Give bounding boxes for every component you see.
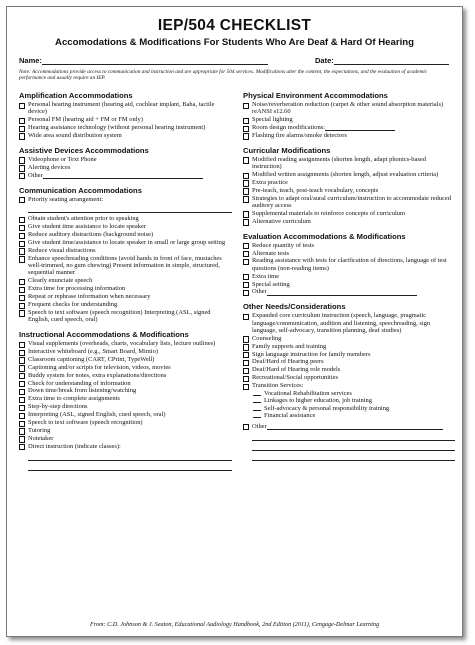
checklist-item[interactable]: Flashing fire alarms/smoke detectors <box>243 132 455 139</box>
checklist-item[interactable]: Alerting devices <box>19 164 232 171</box>
checklist-item[interactable]: Room design modifications: <box>243 124 455 131</box>
checklist-item[interactable]: Other <box>243 423 455 430</box>
checkbox[interactable] <box>19 225 25 231</box>
checkbox[interactable] <box>243 274 249 280</box>
checkbox[interactable] <box>19 248 25 254</box>
date-field[interactable] <box>315 56 449 65</box>
section-title-communication: Communication Accommodations <box>19 185 142 195</box>
checkbox[interactable] <box>19 103 25 109</box>
checkbox[interactable] <box>19 444 25 450</box>
checkbox[interactable] <box>19 342 25 348</box>
evaluation-list <box>243 242 455 296</box>
fill-line[interactable] <box>252 441 455 451</box>
checkbox[interactable] <box>19 436 25 442</box>
checkbox[interactable] <box>19 381 25 387</box>
checklist-item[interactable]: Wide area sound distribution system <box>19 132 232 139</box>
checkbox[interactable] <box>243 282 249 288</box>
checklist-item[interactable]: Reduce visual distractions <box>19 247 232 254</box>
checklist-item[interactable]: Captioning and/or scripts for television, videos, movies <box>19 364 232 371</box>
section-title-physical: Physical Environment Accommodations <box>243 91 388 100</box>
assistive-list <box>19 156 232 179</box>
checklist-item[interactable]: Interpreting (ASL, signed English, cued speech, oral) <box>19 411 232 418</box>
section-title-evaluation: Evaluation Accommodations & Modifications <box>243 231 406 241</box>
section-title-instructional: Instructional Accommodations & Modifications <box>19 330 189 340</box>
page-title: IEP/504 CHECKLIST <box>157 17 312 34</box>
checklist-item[interactable]: Deaf/Hard of Hearing peers <box>243 358 455 365</box>
checkbox[interactable] <box>243 376 249 382</box>
checklist-item[interactable]: Tutoring <box>19 427 232 434</box>
checkbox[interactable] <box>243 219 249 225</box>
checklist-item[interactable]: Frequent checks for understanding <box>19 301 232 308</box>
checkbox[interactable] <box>243 157 249 163</box>
checklist-item[interactable]: Modified written assignments (shorten length, adjust evaluation criteria) <box>243 171 455 178</box>
section-title-other: Other Needs/Considerations <box>243 302 346 312</box>
checklist-item[interactable]: Personal hearing instrument (hearing aid, cochlear implant, Baha, tactile device) <box>19 101 232 116</box>
checklist-item[interactable]: Direct instruction (indicate classes): <box>19 443 232 450</box>
checklist-item[interactable]: Visual supplements (overheads, charts, vocabulary lists, lecture outlines) <box>19 340 232 347</box>
name-label: Name: <box>19 56 42 65</box>
checklist-item[interactable]: Pre-teach, teach, post-teach vocabulary, concepts <box>243 187 455 194</box>
checklist-item[interactable]: Clearly enunciate speech <box>19 277 232 284</box>
fill-line[interactable] <box>28 203 232 213</box>
checklist-sheet <box>6 6 463 637</box>
transition-subitem[interactable]: Linkages to higher education, job training <box>243 397 455 404</box>
checklist-item[interactable]: Recreational/Social opportunities <box>243 374 455 381</box>
date-line[interactable] <box>334 56 449 65</box>
fill-line[interactable] <box>253 417 261 418</box>
checklist-item[interactable]: Repeat or rephrase information when necessary <box>19 293 232 300</box>
fill-line[interactable] <box>253 402 261 403</box>
checkbox[interactable] <box>243 180 249 186</box>
checkbox[interactable] <box>19 217 25 223</box>
checkbox[interactable] <box>19 118 25 124</box>
checklist-item[interactable]: Give student time/assistance to locate speaker in small or large group setting <box>19 239 232 246</box>
checklist-item[interactable]: Obtain student's attention prior to speaking <box>19 215 232 222</box>
date-label: Date: <box>315 56 334 65</box>
checklist-item[interactable]: Family supports and training <box>243 343 455 350</box>
fill-line[interactable] <box>43 172 203 179</box>
amplification-list <box>19 101 232 139</box>
checkbox[interactable] <box>243 352 249 358</box>
checklist-item[interactable]: Special lighting <box>243 116 455 123</box>
checkbox[interactable] <box>19 373 25 379</box>
checkbox[interactable] <box>19 157 25 163</box>
checkbox[interactable] <box>19 428 25 434</box>
name-field[interactable] <box>19 56 268 65</box>
checklist-item[interactable]: Personal FM (hearing aid + FM or FM only) <box>19 116 232 123</box>
checklist-item[interactable]: Other <box>19 172 232 179</box>
checkbox[interactable] <box>243 384 249 390</box>
checkbox[interactable] <box>19 413 25 419</box>
note-text: Note: Accommodations provide access to communication and instruction and are appropriate for 504 services. Modifications alter the content, the expectations, and the evaluation of academic performance and usually require an IEP. <box>19 69 428 82</box>
fill-line[interactable] <box>267 423 443 430</box>
page-subtitle: Accomodations & Modifications For Students Who Are Deaf & Hard Of Hearing <box>55 37 414 48</box>
checklist-item[interactable]: Alternative curriculum <box>243 218 455 225</box>
fill-line[interactable] <box>252 431 455 441</box>
checkbox[interactable] <box>243 424 249 430</box>
checklist-item[interactable]: Reading assistance with tests for clarification of directions, language of test questions (non-reading items) <box>243 257 455 272</box>
checklist-item[interactable]: Buddy system for notes, extra explanations/directions <box>19 372 232 379</box>
right-column <box>243 91 455 461</box>
checklist-item[interactable]: Interactive whiteboard (e.g., Smart Board, Mimio) <box>19 348 232 355</box>
checklist-item[interactable]: Expanded core curriculum instruction (speech, language, pragmatic language/communication, audition and listening, speechreading, sign language, self-advocacy, transition planning, deaf studies) <box>243 312 455 334</box>
checkbox[interactable] <box>19 279 25 285</box>
checklist-item[interactable]: Alternate tests <box>243 250 455 257</box>
checkbox[interactable] <box>19 397 25 403</box>
checkbox[interactable] <box>19 405 25 411</box>
footer-citation: From: C.D. Johnson & J. Seaton, Educational Audiology Handbook, 2nd Edition (2011), Cengage-Delmar Learning <box>89 621 380 628</box>
checkbox[interactable] <box>243 243 249 249</box>
checkbox[interactable] <box>19 389 25 395</box>
checkbox[interactable] <box>19 233 25 239</box>
checklist-item[interactable]: Extra time for processing information <box>19 285 232 292</box>
checkbox[interactable] <box>19 303 25 309</box>
checkbox[interactable] <box>19 241 25 247</box>
checkbox[interactable] <box>19 287 25 293</box>
checkbox[interactable] <box>243 259 249 265</box>
checkbox[interactable] <box>243 336 249 342</box>
transition-subitem[interactable]: Self-advocacy & personal responsibility training <box>243 405 455 412</box>
curricular-list <box>243 156 455 225</box>
checkbox[interactable] <box>243 344 249 350</box>
checklist-item[interactable]: Hearing assistance technology (without personal hearing instrument) <box>19 124 232 131</box>
checkbox[interactable] <box>19 350 25 356</box>
checklist-item[interactable]: Down time/break from listening/watching <box>19 387 232 394</box>
physical-list <box>243 101 455 139</box>
checklist-item[interactable]: Priority seating arrangement: <box>19 196 232 203</box>
checkbox[interactable] <box>243 133 249 139</box>
checklist-item[interactable]: Speech to text software (speech recognition) Interpreting (ASL, signed English, cued speech, oral) <box>19 309 232 324</box>
name-line[interactable] <box>42 56 268 65</box>
checkbox[interactable] <box>19 357 25 363</box>
checklist-item[interactable]: Check for understanding of information <box>19 380 232 387</box>
fill-line[interactable] <box>267 289 417 296</box>
checkbox[interactable] <box>243 188 249 194</box>
checkbox[interactable] <box>243 251 249 257</box>
checklist-item[interactable]: Reduce auditory distractions (background noise) <box>19 231 232 238</box>
instructional-list <box>19 340 232 470</box>
checkbox[interactable] <box>19 126 25 132</box>
checklist-item[interactable]: Videophone or Text Phone <box>19 156 232 163</box>
checklist-item[interactable]: Strategies to adapt oral/aural curriculum/instruction to accommodate reduced auditory access <box>243 195 455 210</box>
checkbox[interactable] <box>243 314 249 320</box>
checkbox[interactable] <box>19 197 25 203</box>
fill-line[interactable] <box>253 395 261 396</box>
checklist-item[interactable]: Special setting <box>243 281 455 288</box>
checklist-item[interactable]: Enhance speechreading conditions (avoid hands in front of face, mustaches well-trimmed, no gum chewing) Present information in simple, structured, sequential manner <box>19 255 232 277</box>
other-list <box>243 312 455 460</box>
left-column <box>19 91 232 471</box>
fill-line[interactable] <box>28 461 232 471</box>
checklist-item[interactable]: Notetaker <box>19 435 232 442</box>
checkbox[interactable] <box>243 196 249 202</box>
fill-line[interactable] <box>252 451 455 461</box>
fill-line[interactable] <box>325 124 395 131</box>
checklist-item[interactable]: Extra practice <box>243 179 455 186</box>
section-title-amplification: Amplification Accommodations <box>19 91 133 100</box>
checklist-item[interactable]: Noise/reverberation reduction (carpet & other sound absorption materials) reANSI s12.60 <box>243 101 455 116</box>
checklist-item[interactable]: Supplemental materials to reinforce concepts of curriculum <box>243 210 455 217</box>
checkbox[interactable] <box>19 133 25 139</box>
transition-subitem[interactable]: Vocational Rehabilitation services <box>243 390 455 397</box>
checkbox[interactable] <box>19 421 25 427</box>
checklist-item[interactable]: Extra time to complete assignments <box>19 395 232 402</box>
section-title-assistive: Assistive Devices Accommodations <box>19 145 149 155</box>
checklist-item[interactable]: Other <box>243 288 455 295</box>
checklist-item[interactable]: Speech to text software (speech recognition) <box>19 419 232 426</box>
checklist-item[interactable]: Transition Services: <box>243 382 455 389</box>
checklist-item[interactable]: Deaf/Hard of Hearing role models <box>243 366 455 373</box>
checkbox[interactable] <box>19 256 25 262</box>
checkbox[interactable] <box>243 118 249 124</box>
checkbox[interactable] <box>243 360 249 366</box>
transition-subitem[interactable]: Financial assistance <box>243 412 455 419</box>
checklist-item[interactable]: Give student time assistance to locate speaker <box>19 223 232 230</box>
checkbox[interactable] <box>19 173 25 179</box>
checklist-item[interactable]: Reduce quantity of tests <box>243 242 455 249</box>
checkbox[interactable] <box>243 368 249 374</box>
communication-list <box>19 196 232 324</box>
fill-line[interactable] <box>253 410 261 411</box>
checklist-item[interactable]: Extra time <box>243 273 455 280</box>
checkbox[interactable] <box>243 211 249 217</box>
checkbox[interactable] <box>243 173 249 179</box>
checkbox[interactable] <box>243 290 249 296</box>
checkbox[interactable] <box>19 295 25 301</box>
section-title-curricular: Curricular Modifications <box>243 145 331 155</box>
fill-line[interactable] <box>28 451 232 461</box>
checklist-item[interactable]: Classroom captioning (CART, CPrint, TypeWell) <box>19 356 232 363</box>
checkbox[interactable] <box>19 310 25 316</box>
checkbox[interactable] <box>243 103 249 109</box>
checklist-item[interactable]: Step-by-step directions <box>19 403 232 410</box>
checkbox[interactable] <box>19 165 25 171</box>
checkbox[interactable] <box>243 126 249 132</box>
checklist-item[interactable]: Sign language instruction for family members <box>243 351 455 358</box>
checklist-item[interactable]: Counseling <box>243 335 455 342</box>
checkbox[interactable] <box>19 365 25 371</box>
checklist-item[interactable]: Modified reading assignments (shorten length, adapt phonics-based instruction) <box>243 156 455 171</box>
